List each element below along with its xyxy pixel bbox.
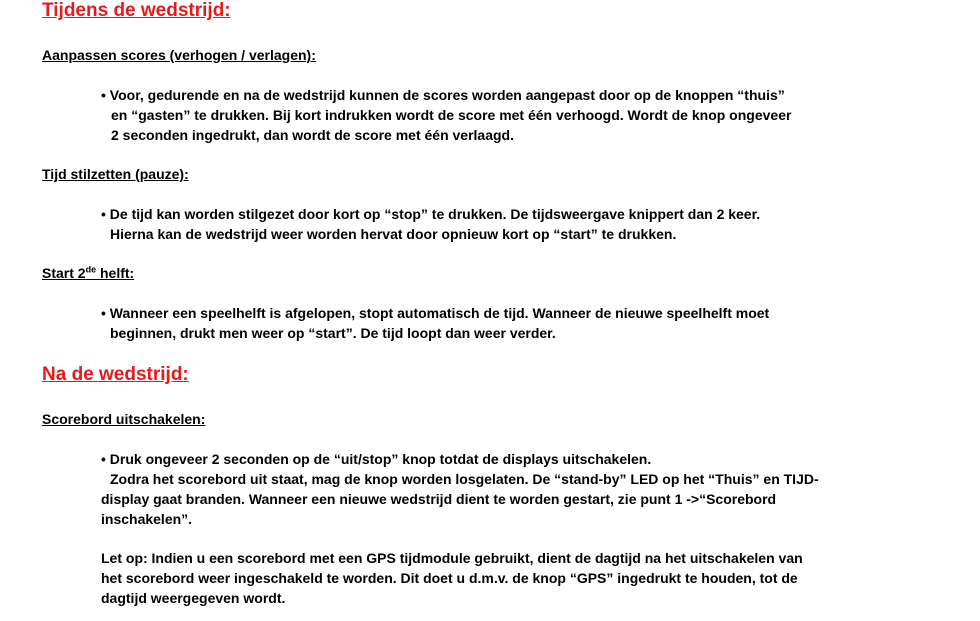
text-line: • De tijd kan worden stilgezet door kort op “stop” te drukken. De tijdsweergave knippert dan 2 keer.: [101, 206, 761, 222]
second-half-title-sup: de: [85, 264, 97, 275]
text-line: • Druk ongeveer 2 seconden op de “uit/stop” knop totdat de displays uitschakelen.: [101, 451, 652, 467]
heading-after-match: Na de wedstrijd:: [42, 364, 189, 385]
subheading-second-half: [42, 265, 134, 281]
second-half-title-pre: Start 2: [42, 265, 86, 281]
text-line: • Wanneer een speelhelft is afgelopen, stopt automatisch de tijd. Wanneer de nieuwe speelhelft moet: [101, 305, 770, 321]
text-line: het scorebord weer ingeschakeld te worden. Dit doet u d.m.v. de knop “GPS” ingedrukt te houden, tot de: [101, 570, 798, 586]
heading-during-match: Tijdens de wedstrijd:: [42, 0, 231, 21]
paragraph-gps-note: [101, 548, 803, 608]
paragraph-adjust-scores: [101, 85, 791, 145]
paragraph-shutdown-scoreboard: [101, 449, 819, 529]
text-line: beginnen, drukt men weer op “start”. De tijd loopt dan weer verder.: [110, 325, 556, 341]
paragraph-second-half: [101, 303, 769, 343]
subheading-pause-time: Tijd stilzetten (pauze):: [42, 166, 189, 182]
text-line: • Voor, gedurende en na de wedstrijd kunnen de scores worden aangepast door op de knoppen “thuis”: [101, 87, 785, 103]
text-line: Hierna kan de wedstrijd weer worden hervat door opnieuw kort op “start” te drukken.: [110, 226, 677, 242]
text-line: Zodra het scorebord uit staat, mag de knop worden losgelaten. De “stand-by” LED op het “Thuis” en TIJD-: [110, 471, 819, 487]
text-line: Let op: Indien u een scorebord met een GPS tijdmodule gebruikt, dient de dagtijd na het uitschakelen van: [101, 550, 803, 566]
text-line: en “gasten” te drukken. Bij kort indrukken wordt de score met één verhoogd. Wordt de knop ongeveer: [111, 107, 792, 123]
second-half-title-post: helft:: [96, 265, 135, 281]
paragraph-pause-time: [101, 204, 760, 244]
subheading-adjust-scores: Aanpassen scores (verhogen / verlagen):: [42, 47, 316, 63]
subheading-shutdown-scoreboard: Scorebord uitschakelen:: [42, 411, 206, 427]
text-line: dagtijd weergegeven wordt.: [101, 590, 286, 606]
text-line: display gaat branden. Wanneer een nieuwe wedstrijd dient te worden gestart, zie punt 1 ->“Scorebord: [101, 491, 777, 507]
text-line: inschakelen”.: [101, 511, 193, 527]
text-line: 2 seconden ingedrukt, dan wordt de score met één verlaagd.: [111, 127, 514, 143]
